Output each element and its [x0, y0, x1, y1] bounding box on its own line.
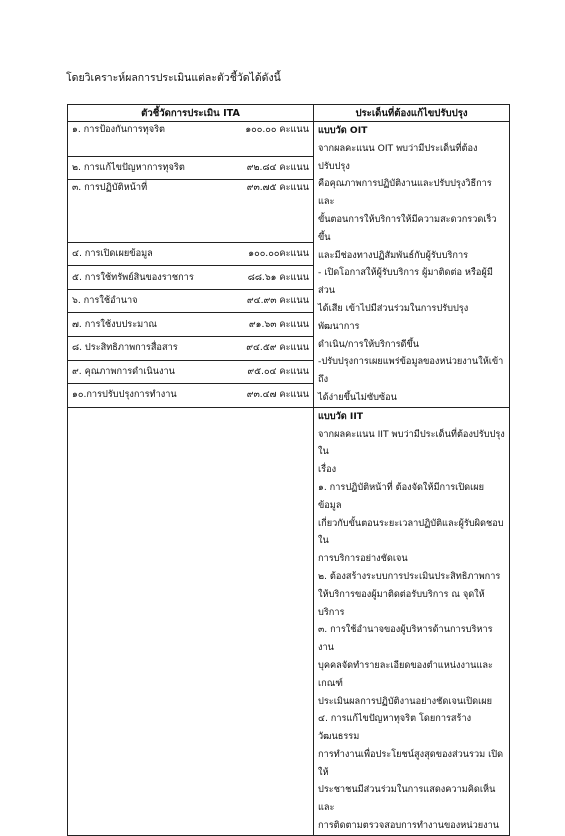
indicator-score: ๙๔.๕๙ คะแนน [246, 342, 309, 354]
ita-table [67, 104, 510, 836]
header-issues: ประเด็นที่ต้องแก้ไขปรับปรุง [314, 105, 510, 122]
table-header-row [68, 105, 510, 122]
indicator-name: ๕. การใช้ทรัพย์สินของราชการ [72, 271, 194, 283]
indicator-cell [68, 384, 314, 408]
indicator-score: ๘๘.๖๑ คะแนน [247, 271, 309, 283]
iit-line: ๑. การปฏิบัติหน้าที่ ต้องจัดให้มีการเปิดเผยข้อมูล [318, 481, 485, 511]
indicator-cell [68, 156, 314, 180]
indicator-cell [68, 242, 314, 266]
table-row [68, 407, 510, 835]
indicator-score: ๙๕.๐๔ คะแนน [247, 365, 309, 377]
indicator-score: ๙๒.๘๔ คะแนน [246, 161, 309, 173]
iit-line: การทำงานเพื่อประโยชน์สูงสุดของส่วนรวม เปิดให้ [318, 748, 504, 778]
iit-line: เกี่ยวกับขั้นตอนระยะเวลาปฏิบัติและผู้รับผิดชอบใน [318, 517, 504, 547]
indicator-cell [68, 266, 314, 290]
oit-line: -ปรับปรุงการเผยแพร่ข้อมูลของหน่วยงานให้เข้าถึง [318, 356, 504, 386]
indicator-cell [68, 336, 314, 360]
table-row [68, 122, 510, 157]
indicator-name: ๓. การปฏิบัติหน้าที่ [72, 182, 148, 194]
indicator-name: ๙. คุณภาพการดำเนินงาน [72, 365, 175, 377]
iit-line: เรื่อง [318, 464, 337, 476]
indicator-cell [68, 180, 314, 242]
iit-line: การบริการอย่างชัดเจน [318, 553, 408, 565]
oit-cell [314, 122, 510, 408]
indicator-score: ๙๓.๔๗ คะแนน [246, 389, 309, 401]
oit-line: ดำเนิน/การให้บริการดีขึ้น [318, 338, 420, 350]
indicator-cell [68, 289, 314, 313]
iit-cell [314, 407, 510, 835]
iit-line: ให้บริการของผู้มาติดต่อรับบริการ ณ จุดให้บริการ [318, 588, 485, 618]
indicator-name: ๔. การเปิดเผยข้อมูล [72, 247, 153, 259]
iit-line: ๔. การแก้ไขปัญหาทุจริต โดยการสร้างวัฒนธรรม [318, 713, 472, 743]
indicator-score: ๙๓.๗๕ คะแนน [246, 182, 309, 194]
iit-line: ประชาชนมีส่วนร่วมในการแสดงความคิดเห็นและ [318, 784, 496, 814]
indicator-name: ๘. ประสิทธิภาพการสื่อสาร [72, 342, 178, 354]
oit-line: ได้เสีย เข้าไปมีส่วนร่วมในการปรับปรุงพัฒนาการ [318, 302, 469, 332]
indicator-score: ๑๐๐.๐๐ คะแนน [245, 124, 309, 135]
oit-heading: แบบวัด OIT [318, 125, 368, 136]
iit-heading: แบบวัด IIT [318, 410, 364, 422]
oit-line: ได้ง่ายขึ้นไม่ซับซ้อน [318, 391, 397, 403]
header-indicators: ตัวชี้วัดการประเมิน ITA [68, 105, 314, 122]
indicator-score: ๑๐๐.๐๐คะแนน [248, 247, 309, 259]
indicator-name: ๑๐.การปรับปรุงการทำงาน [72, 389, 177, 401]
iit-line: ประเมินผลการปฏิบัติงานอย่างชัดเจนเปิดเผย [318, 695, 492, 707]
indicator-cell [68, 313, 314, 337]
indicator-name: ๑. การป้องกันการทุจริต [72, 124, 166, 135]
iit-line: ๓. การใช้อำนาจของผู้บริหารด้านการบริหารงาน [318, 624, 493, 654]
indicator-score: ๙๑.๖๓ คะแนน [248, 318, 309, 330]
indicator-cell [68, 122, 314, 157]
oit-line: คือคุณภาพการปฏิบัติงานและปรับปรุงวิธีการและ [318, 178, 492, 208]
indicator-name: ๗. การใช้งบประมาณ [72, 318, 157, 330]
indicator-score: ๙๔.๙๓ คะแนน [246, 295, 309, 307]
empty-cell [68, 407, 314, 835]
indicator-name: ๖. การใช้อำนาจ [72, 295, 138, 307]
iit-line: บุคคลจัดทำรายละเอียดของตำแหน่งงานและเกณฑ์ [318, 659, 493, 689]
oit-line: จากผลคะแนน OIT พบว่ามีประเด็นที่ต้องปรับปรุง [318, 142, 478, 172]
indicator-cell [68, 360, 314, 384]
oit-line: ขั้นตอนการให้บริการให้มีความสะดวกรวดเร็วขึ้น [318, 213, 497, 243]
intro-text: โดยวิเคราะห์ผลการประเมินแต่ละตัวชี้วัดได้ดังนี้ [66, 72, 281, 84]
iit-line: ๒. ต้องสร้างระบบการประเมินประสิทธิภาพการ [318, 570, 501, 582]
oit-line: และมีช่องทางปฏิสัมพันธ์กับผู้รับบริการ [318, 249, 469, 261]
iit-line: การติดตามตรวจสอบการทำงานของหน่วยงาน [318, 820, 500, 832]
oit-line: - เปิดโอกาสให้ผู้รับบริการ ผู้มาติดต่อ หรือผู้มีส่วน [318, 267, 493, 297]
indicator-name: ๒. การแก้ไขปัญหาการทุจริต [72, 161, 185, 173]
iit-line: จากผลคะแนน IIT พบว่ามีประเด็นที่ต้องปรับปรุงใน [318, 428, 505, 458]
